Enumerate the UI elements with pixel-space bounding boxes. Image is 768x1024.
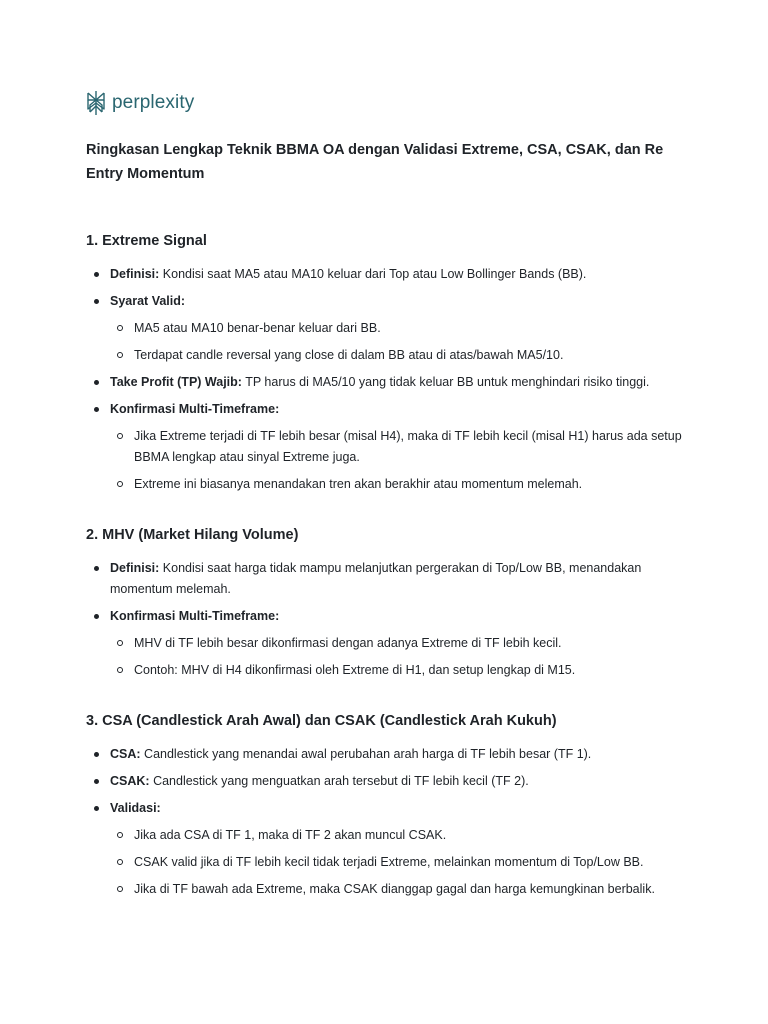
item-label: Take Profit (TP) Wajib: [110, 375, 242, 389]
sub-list-item: MA5 atau MA10 benar-benar keluar dari BB. [110, 318, 686, 339]
perplexity-logo-icon [86, 90, 106, 116]
sub-list-item: Contoh: MHV di H4 dikonfirmasi oleh Extreme di H1, dan setup lengkap di M15. [110, 660, 686, 681]
item-label: Definisi: [110, 267, 160, 281]
bullet-list [86, 744, 686, 900]
document-content [86, 138, 686, 930]
sub-list-item: Extreme ini biasanya menandakan tren akan berakhir atau momentum melemah. [110, 474, 686, 495]
section-heading: 3. CSA (Candlestick Arah Awal) dan CSAK (Candlestick Arah Kukuh) [86, 713, 557, 729]
list-item [86, 744, 686, 765]
sub-list [110, 825, 686, 900]
sub-list [110, 633, 686, 681]
list-item [86, 558, 686, 600]
sub-list-item: Jika di TF bawah ada Extreme, maka CSAK dianggap gagal dan harga kemungkinan berbalik. [110, 879, 686, 900]
sub-list-item: Jika Extreme terjadi di TF lebih besar (misal H4), maka di TF lebih kecil (misal H1) harus ada setup BBMA lengkap atau sinyal Extreme juga. [110, 426, 686, 468]
sub-list-item: MHV di TF lebih besar dikonfirmasi dengan adanya Extreme di TF lebih kecil. [110, 633, 686, 654]
sub-list-item: Terdapat candle reversal yang close di dalam BB atau di atas/bawah MA5/10. [110, 345, 686, 366]
sections-container [86, 231, 686, 900]
section [86, 711, 686, 900]
item-label: Definisi: [110, 561, 160, 575]
list-item [86, 372, 686, 393]
sub-list-item: CSAK valid jika di TF lebih kecil tidak terjadi Extreme, melainkan momentum di Top/Low BB. [110, 852, 686, 873]
list-item [86, 399, 686, 495]
document-title: Ringkasan Lengkap Teknik BBMA OA dengan Validasi Extreme, CSA, CSAK, dan Re Entry Momentum [86, 142, 664, 182]
item-label: Konfirmasi Multi-Timeframe: [110, 609, 280, 623]
item-text: Kondisi saat MA5 atau MA10 keluar dari Top atau Low Bollinger Bands (BB). [159, 267, 587, 281]
item-label: Syarat Valid: [110, 294, 186, 308]
item-label: CSAK: [110, 774, 150, 788]
list-item [86, 291, 686, 366]
list-item [86, 264, 686, 285]
perplexity-logo [86, 90, 194, 116]
section-heading: 2. MHV (Market Hilang Volume) [86, 527, 299, 543]
brand-name: perplexity [112, 92, 195, 113]
list-item [86, 798, 686, 900]
item-label: CSA: [110, 747, 141, 761]
item-text: Candlestick yang menguatkan arah tersebut di TF lebih kecil (TF 2). [149, 774, 529, 788]
bullet-list [86, 558, 686, 681]
list-item [86, 606, 686, 681]
item-label: Konfirmasi Multi-Timeframe: [110, 402, 280, 416]
sub-list [110, 318, 686, 366]
item-text: Kondisi saat harga tidak mampu melanjutkan pergerakan di Top/Low BB, menandakan momentum melemah. [110, 561, 642, 596]
bullet-list [86, 264, 686, 495]
item-label: Validasi: [110, 801, 161, 815]
item-text: Candlestick yang menandai awal perubahan arah harga di TF lebih besar (TF 1). [140, 747, 592, 761]
list-item [86, 771, 686, 792]
sub-list [110, 426, 686, 495]
section [86, 231, 686, 495]
section [86, 525, 686, 681]
sub-list-item: Jika ada CSA di TF 1, maka di TF 2 akan muncul CSAK. [110, 825, 686, 846]
section-heading: 1. Extreme Signal [86, 233, 207, 249]
item-text: TP harus di MA5/10 yang tidak keluar BB untuk menghindari risiko tinggi. [241, 375, 650, 389]
